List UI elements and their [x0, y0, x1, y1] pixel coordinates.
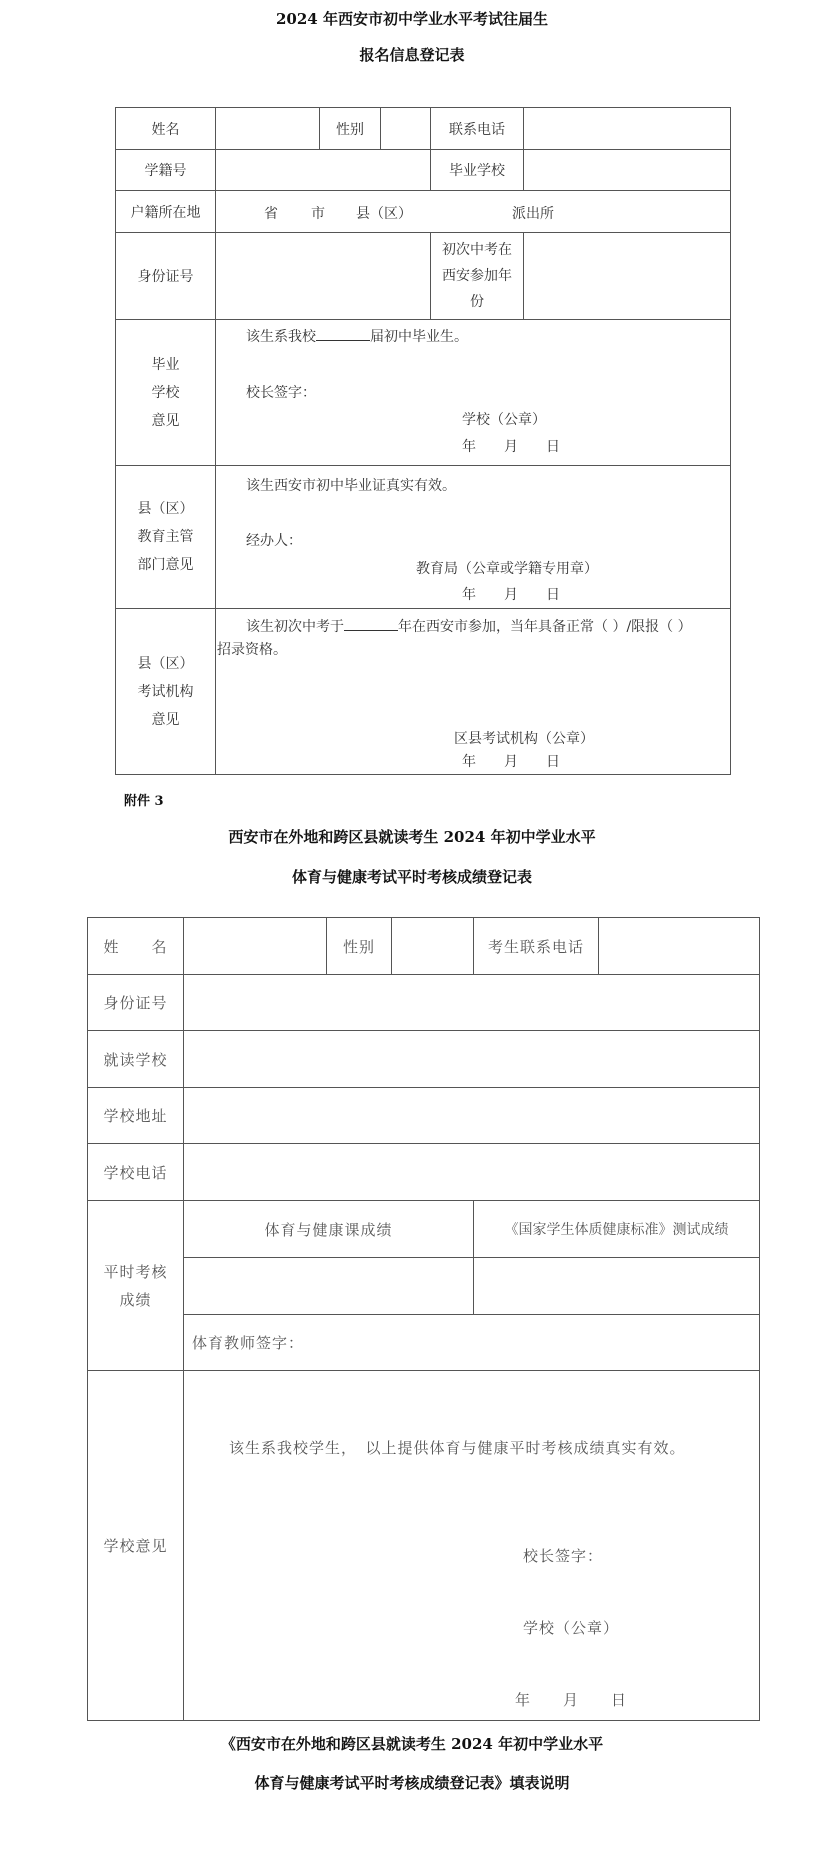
pe-school-phone-label: 学校电话 [88, 1144, 184, 1201]
exam-opinion-statement-line2: 招录资格。 [217, 642, 287, 658]
graduation-school-field[interactable] [524, 150, 731, 191]
id-number-field[interactable] [216, 233, 431, 320]
pe-score-form-table [87, 917, 760, 1721]
school-opinion-statement: 该生系我校 届初中毕业生。 [246, 326, 468, 346]
pe-gender-field[interactable] [392, 918, 474, 975]
county-label: 县（区） [356, 206, 412, 222]
pe-school-phone-field[interactable] [184, 1144, 760, 1201]
attachment-label: 附件 3 [124, 794, 164, 809]
form2-title-line2: 体育与健康考试平时考核成绩登记表 [291, 868, 532, 886]
exam-opinion-label: 县（区） 考试机构 意见 [116, 609, 216, 775]
pe-principal-sign-label: 校长签字： [523, 1547, 604, 1565]
edu-seal-label: 教育局（公章或学籍专用章） [416, 561, 598, 577]
province-label: 省 [264, 206, 278, 222]
gender-field[interactable] [381, 108, 431, 150]
pe-course-score-label: 体育与健康课成绩 [184, 1201, 474, 1258]
name-label: 姓名 [116, 108, 216, 150]
edu-opinion-statement: 该生西安市初中毕业证真实有效。 [246, 478, 456, 494]
fitness-standard-score-label: 《国家学生体质健康标准》测试成绩 [474, 1201, 760, 1258]
graduation-school-label: 毕业学校 [431, 150, 524, 191]
first-exam-year-label: 初次中考在西安参加年份 [431, 233, 524, 320]
pe-course-score-field[interactable] [184, 1258, 474, 1315]
student-id-label: 学籍号 [116, 150, 216, 191]
pe-school-opinion-date: 年 月 日 [515, 1691, 628, 1709]
pe-school-seal-label: 学校（公章） [523, 1619, 620, 1637]
edu-opinion-area[interactable] [216, 466, 731, 609]
first-exam-year-field[interactable] [524, 233, 731, 320]
school-seal-label: 学校（公章） [462, 412, 546, 428]
form1-title-line2: 报名信息登记表 [359, 46, 465, 64]
pe-name-field[interactable] [184, 918, 327, 975]
pe-gender-label: 性别 [327, 918, 392, 975]
handler-label: 经办人： [246, 533, 302, 549]
pe-school-label: 就读学校 [88, 1031, 184, 1088]
instructions-title-line2: 体育与健康考试平时考核成绩登记表》填表说明 [254, 1774, 570, 1792]
pe-school-field[interactable] [184, 1031, 760, 1088]
school-opinion-date: 年 月 日 [462, 439, 560, 455]
instructions-title-line1: 《西安市在外地和跨区县就读考生 2024 年初中学业水平 [220, 1735, 604, 1753]
id-number-label: 身份证号 [116, 233, 216, 320]
edu-opinion-date: 年 月 日 [462, 587, 560, 603]
phone-field[interactable] [524, 108, 731, 150]
pe-phone-field[interactable] [599, 918, 760, 975]
pe-teacher-sign-field[interactable] [184, 1315, 760, 1371]
school-opinion-label: 毕业 学校 意见 [116, 320, 216, 466]
registration-form-table [115, 107, 731, 775]
city-label: 市 [311, 206, 325, 222]
name-field[interactable] [216, 108, 320, 150]
form2-title-line1: 西安市在外地和跨区县就读考生 2024 年初中学业水平 [228, 828, 596, 846]
fitness-standard-score-field[interactable] [474, 1258, 760, 1315]
gender-label: 性别 [320, 108, 381, 150]
exam-seal-label: 区县考试机构（公章） [454, 731, 594, 747]
edu-opinion-label: 县（区） 教育主管 部门意见 [116, 466, 216, 609]
pe-phone-label: 考生联系电话 [474, 918, 599, 975]
exam-opinion-statement: 该生初次中考于 年在西安市参加，当年具备正常（ ）/限报（ ） [246, 616, 692, 636]
household-label: 户籍所在地 [116, 191, 216, 233]
pe-id-number-label: 身份证号 [88, 975, 184, 1031]
household-field[interactable] [216, 191, 731, 233]
police-station-label: 派出所 [512, 206, 554, 222]
pe-teacher-sign-label: 体育教师签字： [192, 1334, 305, 1352]
regular-score-label: 平时考核 成绩 [88, 1201, 184, 1371]
pe-school-opinion-area[interactable] [184, 1371, 760, 1721]
exam-opinion-area[interactable] [216, 609, 731, 775]
phone-label: 联系电话 [431, 108, 524, 150]
principal-sign-label: 校长签字： [246, 385, 316, 401]
pe-school-address-field[interactable] [184, 1088, 760, 1144]
pe-school-address-label: 学校地址 [88, 1088, 184, 1144]
pe-school-opinion-label: 学校意见 [88, 1371, 184, 1721]
form1-title-line1: 2024 年西安市初中学业水平考试往届生 [276, 10, 548, 28]
pe-name-label: 姓 名 [88, 918, 184, 975]
pe-id-number-field[interactable] [184, 975, 760, 1031]
school-opinion-area[interactable] [216, 320, 731, 466]
pe-school-opinion-statement: 该生系我校学生， 以上提供体育与健康平时考核成绩真实有效。 [229, 1439, 686, 1457]
student-id-field[interactable] [216, 150, 431, 191]
exam-opinion-date: 年 月 日 [462, 754, 560, 770]
